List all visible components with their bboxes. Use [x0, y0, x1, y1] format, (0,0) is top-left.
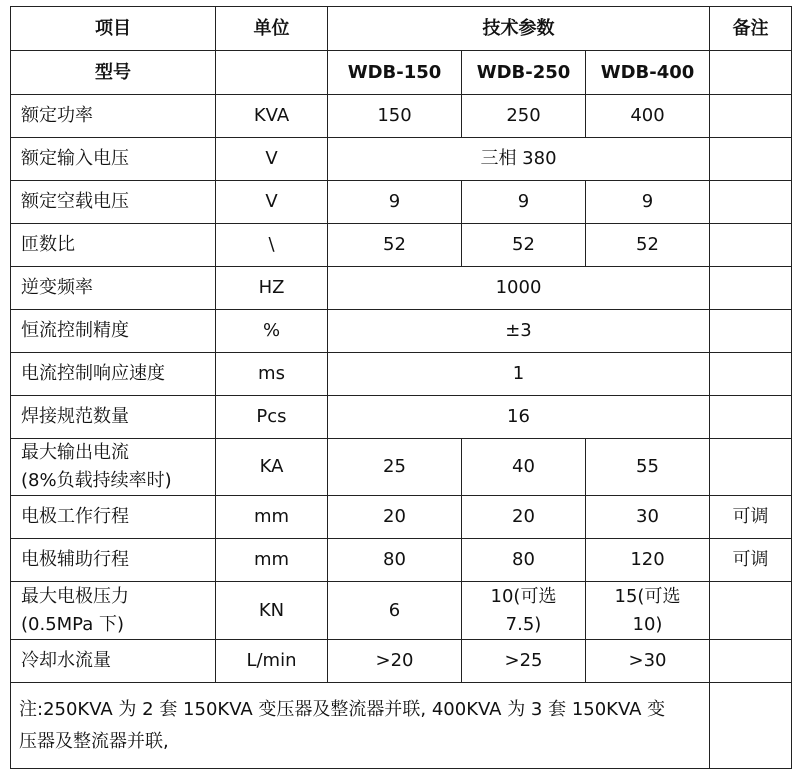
row-label: 额定输入电压	[11, 138, 216, 181]
model-1: WDB-150	[328, 51, 462, 95]
table-row	[11, 439, 792, 496]
model-2: WDB-250	[462, 51, 586, 95]
row-label: 额定功率	[11, 95, 216, 138]
row-label-line1: 最大输出电流	[21, 442, 129, 463]
row-label-line1: 最大电极压力	[21, 585, 129, 607]
row-remark	[710, 582, 792, 640]
row-unit: KVA	[216, 95, 328, 138]
header-params: 技术参数	[328, 7, 710, 51]
row-remark: 可调	[710, 539, 792, 582]
note-line2: 压器及整流器并联,	[19, 730, 169, 752]
table-row	[11, 396, 792, 439]
row-remark	[710, 439, 792, 496]
row-remark	[710, 224, 792, 267]
row-value-merged: 三相 380	[328, 138, 710, 181]
row-value: 52	[586, 224, 710, 267]
row-label: 逆变频率	[11, 267, 216, 310]
row-value: 120	[586, 539, 710, 582]
row-value: 150	[328, 95, 462, 138]
table-row	[11, 353, 792, 396]
row-value: 20	[328, 496, 462, 539]
row-value: 30	[586, 496, 710, 539]
row-unit: \	[216, 224, 328, 267]
row-value-line1: 15(可选	[614, 585, 681, 607]
row-remark	[710, 640, 792, 683]
model-row	[11, 51, 792, 95]
table-row	[11, 496, 792, 539]
table-row	[11, 138, 792, 181]
note-line1: 注:250KVA 为 2 套 150KVA 变压器及整流器并联, 400KVA 为 3 套 150KVA 变	[19, 698, 666, 720]
row-value: 52	[328, 224, 462, 267]
note-remark-empty	[710, 683, 792, 769]
row-remark	[710, 267, 792, 310]
row-unit: Pcs	[216, 396, 328, 439]
row-unit: HZ	[216, 267, 328, 310]
row-label: 电极工作行程	[11, 496, 216, 539]
table-row	[11, 310, 792, 353]
row-value: 40	[462, 439, 586, 496]
row-value: 400	[586, 95, 710, 138]
row-value: 20	[462, 496, 586, 539]
row-value: 9	[462, 181, 586, 224]
row-label-line2: (0.5MPa 下)	[21, 613, 124, 635]
row-value	[586, 582, 710, 640]
model-3: WDB-400	[586, 51, 710, 95]
row-unit: mm	[216, 539, 328, 582]
row-value: 9	[586, 181, 710, 224]
model-remark-empty	[710, 51, 792, 95]
row-remark	[710, 181, 792, 224]
row-value: 80	[462, 539, 586, 582]
row-remark	[710, 310, 792, 353]
row-value: >25	[462, 640, 586, 683]
row-label: 匝数比	[11, 224, 216, 267]
header-item: 项目	[11, 7, 216, 51]
row-value: 9	[328, 181, 462, 224]
row-unit: V	[216, 138, 328, 181]
row-value	[462, 582, 586, 640]
row-label: 额定空载电压	[11, 181, 216, 224]
row-remark: 可调	[710, 496, 792, 539]
row-value: 25	[328, 439, 462, 496]
table-row	[11, 224, 792, 267]
table-row	[11, 181, 792, 224]
row-unit: ms	[216, 353, 328, 396]
note-row	[11, 683, 792, 769]
header-remark: 备注	[710, 7, 792, 51]
row-value-merged: 1	[328, 353, 710, 396]
row-remark	[710, 396, 792, 439]
row-unit: L/min	[216, 640, 328, 683]
row-value: 52	[462, 224, 586, 267]
row-label: 焊接规范数量	[11, 396, 216, 439]
row-label: 冷却水流量	[11, 640, 216, 683]
table-row	[11, 267, 792, 310]
row-label	[11, 439, 216, 496]
row-remark	[710, 95, 792, 138]
table-row	[11, 539, 792, 582]
row-unit: mm	[216, 496, 328, 539]
row-value-line2: 10)	[632, 613, 663, 635]
row-value: 250	[462, 95, 586, 138]
row-unit: %	[216, 310, 328, 353]
note-text	[11, 683, 710, 769]
row-value: >20	[328, 640, 462, 683]
row-value-merged: 16	[328, 396, 710, 439]
row-value-line2: 7.5)	[505, 613, 542, 635]
row-value-line1: 10(可选	[490, 585, 557, 607]
header-unit: 单位	[216, 7, 328, 51]
row-label-line2: (8%负载持续率时)	[21, 470, 172, 491]
row-label	[11, 582, 216, 640]
model-unit-empty	[216, 51, 328, 95]
row-value: 6	[328, 582, 462, 640]
row-value: 80	[328, 539, 462, 582]
header-row	[11, 7, 792, 51]
row-label: 电流控制响应速度	[11, 353, 216, 396]
row-unit: V	[216, 181, 328, 224]
row-value: 55	[586, 439, 710, 496]
row-label: 恒流控制精度	[11, 310, 216, 353]
spec-table	[10, 6, 792, 769]
table-row	[11, 95, 792, 138]
table-row	[11, 582, 792, 640]
row-label: 电极辅助行程	[11, 539, 216, 582]
row-unit: KA	[216, 439, 328, 496]
row-remark	[710, 353, 792, 396]
row-value-merged: 1000	[328, 267, 710, 310]
row-unit: KN	[216, 582, 328, 640]
row-remark	[710, 138, 792, 181]
model-label: 型号	[11, 51, 216, 95]
row-value: >30	[586, 640, 710, 683]
table-row	[11, 640, 792, 683]
row-value-merged: ±3	[328, 310, 710, 353]
